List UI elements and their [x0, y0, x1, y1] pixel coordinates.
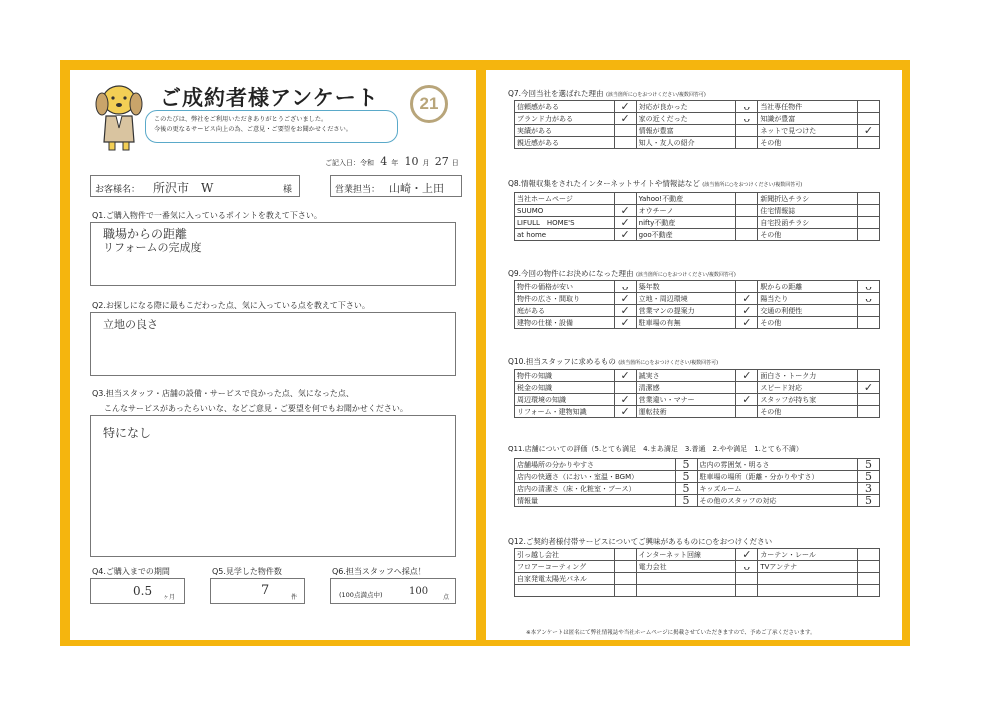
q8-mark-cell[interactable] — [736, 229, 758, 241]
q7-row — [515, 137, 880, 149]
q3-answer: 特になし — [103, 426, 152, 440]
entry-date — [325, 155, 459, 168]
q12-option-label: 電力会社 — [636, 561, 736, 573]
q6-answer-box[interactable] — [330, 578, 456, 604]
q11-row — [515, 495, 880, 507]
q7-option-label: 情報が豊富 — [636, 125, 736, 137]
q10-title-text: Q10.担当スタッフに求めるもの — [508, 357, 616, 366]
date-month-unit: 月 — [422, 159, 430, 167]
q4-value: 0.5 — [133, 584, 153, 598]
q7-mark-cell[interactable]: ᴗ — [736, 113, 758, 125]
q11-option-label: 店舗場所の分かりやすさ — [515, 459, 676, 471]
q8-mark-cell[interactable] — [736, 217, 758, 229]
q7-option-label: 家の近くだった — [636, 113, 736, 125]
q10-mark-cell[interactable]: ✓ — [614, 370, 636, 382]
q12-option-label — [515, 585, 615, 597]
q7-mark-cell[interactable] — [614, 137, 636, 149]
q10-row — [515, 394, 880, 406]
greeting-line-1: このたびは、弊社をご利用いただきありがとうございました。 — [154, 116, 328, 123]
q8-mark-cell[interactable] — [858, 193, 880, 205]
q11-mark-cell[interactable]: 5 — [675, 459, 697, 471]
q10-title — [508, 356, 718, 367]
q12-mark-cell[interactable] — [614, 561, 636, 573]
q8-mark-cell[interactable] — [736, 205, 758, 217]
q10-mark-cell[interactable] — [736, 406, 758, 418]
q12-option-label — [636, 573, 736, 585]
q7-option-label: その他 — [758, 137, 858, 149]
q11-option-label: 店内の快適さ（におい・室温・BGM） — [515, 471, 676, 483]
q10-row — [515, 382, 880, 394]
q9-option-label: 庭がある — [515, 305, 615, 317]
q11-mark-cell[interactable]: 3 — [858, 483, 880, 495]
q11-option-label: 駐車場の場所（距離・分かりやすさ） — [697, 471, 858, 483]
q8-option-label: LIFULL HOME'S — [515, 217, 615, 229]
q10-mark-cell[interactable] — [858, 370, 880, 382]
q7-option-label: 当社専任物件 — [758, 101, 858, 113]
q10-option-label: 物件の知識 — [515, 370, 615, 382]
survey-title: ご成約者様アンケート — [160, 87, 379, 110]
q11-option-label: 店内の清潔さ（床・化粧室・ブース） — [515, 483, 676, 495]
q9-mark-cell[interactable] — [736, 281, 758, 293]
q5-unit: 件 — [291, 594, 298, 601]
q3-question-line-2: こんなサービスがあったらいいな、などご意見・ご要望を何でもお聞かせください。 — [104, 404, 408, 413]
q11-title: Q11.店舗についての評価（5.とても満足 4.まあ満足 3.普通 2.やや満足 1.とても不満） — [508, 445, 803, 453]
q12-mark-cell[interactable] — [614, 549, 636, 561]
q10-mark-cell[interactable]: ✓ — [614, 394, 636, 406]
q9-mark-cell[interactable] — [858, 317, 880, 329]
q7-mark-cell[interactable] — [858, 137, 880, 149]
q10-row — [515, 406, 880, 418]
q10-mark-cell[interactable]: ✓ — [614, 406, 636, 418]
q8-option-label: Yahoo!不動産 — [636, 193, 736, 205]
q10-note: (該当箇所に○をおつけください/複数回答可) — [618, 360, 719, 366]
q11-mark-cell[interactable]: 5 — [675, 471, 697, 483]
q11-row — [515, 483, 880, 495]
q12-mark-cell[interactable]: ᴗ — [736, 561, 758, 573]
q9-row — [515, 317, 880, 329]
q12-row — [515, 561, 880, 573]
q9-mark-cell[interactable]: ✓ — [614, 293, 636, 305]
q7-option-label: 対応が良かった — [636, 101, 736, 113]
q12-mark-cell[interactable] — [858, 549, 880, 561]
q9-option-label: 築年数 — [636, 281, 736, 293]
right-panel — [486, 70, 902, 640]
q7-mark-cell[interactable]: ✓ — [858, 125, 880, 137]
q9-option-label: 物件の価格が安い — [515, 281, 615, 293]
q11-mark-cell[interactable]: 5 — [675, 495, 697, 507]
q10-option-label: スピード対応 — [758, 382, 858, 394]
q9-title — [508, 268, 736, 279]
q11-row — [515, 459, 880, 471]
q2-answer: 立地の良さ — [103, 318, 158, 331]
q10-option-label: 税金の知識 — [515, 382, 615, 394]
q7-option-label: 信頼感がある — [515, 101, 615, 113]
q12-option-label: TVアンテナ — [758, 561, 858, 573]
q7-title-text: Q7.今回当社を選ばれた理由 — [508, 89, 604, 98]
q8-row — [515, 205, 880, 217]
q5-question: Q5.見学した物件数 — [212, 567, 282, 576]
q11-table — [514, 458, 880, 507]
q7-title — [508, 88, 706, 99]
q8-table — [514, 192, 880, 241]
q8-option-label: nifty不動産 — [636, 217, 736, 229]
q12-option-label: カーテン・レール — [758, 549, 858, 561]
q11-mark-cell[interactable]: 5 — [858, 471, 880, 483]
date-year-unit: 年 — [391, 159, 399, 167]
q8-option-label: オウチーノ — [636, 205, 736, 217]
q9-option-label: 駐車場の有無 — [636, 317, 736, 329]
q3-answer-box[interactable] — [90, 415, 456, 557]
q5-value: 7 — [261, 583, 270, 598]
q9-table — [514, 280, 880, 329]
q8-option-label: 新聞折込チラシ — [758, 193, 858, 205]
q7-option-label: 知識が豊富 — [758, 113, 858, 125]
q9-option-label: 陽当たり — [758, 293, 858, 305]
q1-answer-line-2: リフォームの完成度 — [103, 241, 202, 254]
q7-mark-cell[interactable]: ✓ — [614, 113, 636, 125]
q8-mark-cell[interactable] — [736, 193, 758, 205]
q7-option-label: 知人・友人の紹介 — [636, 137, 736, 149]
q9-option-label: 営業マンの提案力 — [636, 305, 736, 317]
q12-mark-cell[interactable]: ✓ — [736, 549, 758, 561]
q11-mark-cell[interactable]: 5 — [858, 495, 880, 507]
q8-option-label: goo不動産 — [636, 229, 736, 241]
q12-table — [514, 548, 880, 597]
q12-mark-cell[interactable] — [736, 573, 758, 585]
q9-title-text: Q9.今回の物件にお決めになった理由 — [508, 269, 634, 278]
q7-mark-cell[interactable] — [736, 125, 758, 137]
q7-row — [515, 113, 880, 125]
q11-option-label: 店内の雰囲気・明るさ — [697, 459, 858, 471]
q4-answer-box[interactable] — [90, 578, 185, 604]
q7-row — [515, 101, 880, 113]
q8-mark-cell[interactable] — [858, 217, 880, 229]
q9-option-label: 建物の仕様・設備 — [515, 317, 615, 329]
q9-mark-cell[interactable]: ✓ — [736, 293, 758, 305]
sales-staff-box[interactable] — [330, 175, 462, 197]
date-day: 27 — [434, 155, 449, 168]
q3-question-line-1: Q3.担当スタッフ・店舗の設備・サービスで良かった点、気になった点、 — [92, 389, 354, 398]
q9-option-label: その他 — [758, 317, 858, 329]
q7-option-label: ネットで見つけた — [758, 125, 858, 137]
q12-option-label: インターネット回線 — [636, 549, 736, 561]
q6-question: Q6.担当スタッフへ採点！ — [332, 567, 426, 576]
left-panel — [70, 70, 476, 640]
q12-row — [515, 549, 880, 561]
customer-label: お客様名： — [95, 185, 141, 195]
q10-option-label: 誠実さ — [636, 370, 736, 382]
q12-mark-cell[interactable] — [858, 585, 880, 597]
q6-value: 100 — [409, 586, 429, 597]
date-month: 10 — [404, 155, 419, 168]
q1-answer-line-1: 職場からの距離 — [103, 227, 188, 241]
q10-option-label: リフォーム・建物知識 — [515, 406, 615, 418]
q10-mark-cell[interactable] — [614, 382, 636, 394]
q9-row — [515, 293, 880, 305]
q4-question: Q4.ご購入までの期間 — [92, 567, 170, 576]
q10-mark-cell[interactable] — [858, 406, 880, 418]
q9-mark-cell[interactable]: ᴗ — [858, 293, 880, 305]
q10-option-label: 面白さ・トーク力 — [758, 370, 858, 382]
q8-row — [515, 193, 880, 205]
q7-mark-cell[interactable]: ᴗ — [736, 101, 758, 113]
q12-option-label — [758, 573, 858, 585]
q11-mark-cell[interactable]: 5 — [675, 483, 697, 495]
q7-mark-cell[interactable] — [858, 113, 880, 125]
q10-option-label: その他 — [758, 406, 858, 418]
q10-option-label: 運転技術 — [636, 406, 736, 418]
q10-option-label: 清潔感 — [636, 382, 736, 394]
q7-table — [514, 100, 880, 149]
greeting-line-2: 今後の更なるサービス向上の為、ご意見・ご要望をお聞かせください。 — [154, 126, 352, 133]
q11-option-label: その他のスタッフの対応 — [697, 495, 858, 507]
q7-mark-cell[interactable] — [736, 137, 758, 149]
q7-mark-cell[interactable]: ✓ — [614, 101, 636, 113]
q8-option-label: at home — [515, 229, 615, 241]
q10-mark-cell[interactable]: ✓ — [858, 382, 880, 394]
q9-mark-cell[interactable] — [858, 305, 880, 317]
q12-mark-cell[interactable] — [736, 585, 758, 597]
staff-name: 山崎・上田 — [389, 182, 444, 195]
q2-question: Q2.お探しになる際に最もこだわった点、気に入っている点を教えて下さい。 — [92, 301, 370, 310]
q8-title-text: Q8.情報収集をされたインターネットサイトや情報誌など — [508, 179, 700, 188]
q9-mark-cell[interactable]: ᴗ — [858, 281, 880, 293]
q8-option-label: その他 — [758, 229, 858, 241]
q10-mark-cell[interactable] — [858, 394, 880, 406]
q9-option-label: 立地・周辺環境 — [636, 293, 736, 305]
q4-unit: ヶ月 — [163, 594, 176, 601]
q10-option-label: 営業違い・マナー — [636, 394, 736, 406]
footer-note: ※本アンケートは匿名にて弊社情報誌や当社ホームページに掲載させていただきますので、予めご了承くださいます。 — [526, 630, 816, 636]
q7-row — [515, 125, 880, 137]
q9-mark-cell[interactable]: ᴗ — [614, 281, 636, 293]
q6-prefix: (100点満点中) — [339, 591, 383, 599]
q12-option-label — [636, 585, 736, 597]
q2-answer-box[interactable] — [90, 312, 456, 376]
q8-mark-cell[interactable] — [858, 229, 880, 241]
q10-mark-cell[interactable]: ✓ — [736, 370, 758, 382]
q8-option-label: SUUMO — [515, 205, 615, 217]
q7-option-label: 実績がある — [515, 125, 615, 137]
dog-mascot-icon — [88, 78, 150, 153]
q9-option-label: 駅からの距離 — [758, 281, 858, 293]
q9-mark-cell[interactable]: ✓ — [614, 317, 636, 329]
q9-option-label: 交通の利便性 — [758, 305, 858, 317]
q9-option-label: 物件の広さ・間取り — [515, 293, 615, 305]
q12-row — [515, 585, 880, 597]
q10-table — [514, 369, 880, 418]
q11-mark-cell[interactable]: 5 — [858, 459, 880, 471]
q12-option-label: 引っ越し会社 — [515, 549, 615, 561]
q10-mark-cell[interactable] — [736, 382, 758, 394]
q11-option-label: 情報量 — [515, 495, 676, 507]
q7-option-label: ブランド力がある — [515, 113, 615, 125]
q8-note: (該当箇所に○をおつけください/複数回答可) — [702, 182, 803, 188]
q8-row — [515, 217, 880, 229]
q10-row — [515, 370, 880, 382]
q8-mark-cell[interactable]: ✓ — [614, 217, 636, 229]
q7-note: (該当箇所に○をおつけください/複数回答可) — [605, 92, 706, 98]
q6-unit: 点 — [443, 594, 450, 601]
q8-mark-cell[interactable]: ✓ — [614, 205, 636, 217]
century21-logo-icon: 21 — [410, 85, 448, 123]
q9-row — [515, 281, 880, 293]
q12-mark-cell[interactable] — [614, 573, 636, 585]
q1-question: Q1.ご購入物件で一番気に入っているポイントを教えて下さい。 — [92, 211, 322, 220]
q12-option-label: フロアーコーティング — [515, 561, 615, 573]
q8-mark-cell[interactable] — [858, 205, 880, 217]
q10-option-label: スタッフが持ち家 — [758, 394, 858, 406]
q7-mark-cell[interactable] — [614, 125, 636, 137]
customer-name-box[interactable] — [90, 175, 300, 197]
q12-title: Q12.ご契約者様付帯サービスについてご興味があるものに○をおつけください — [508, 537, 773, 546]
q9-mark-cell[interactable]: ✓ — [736, 305, 758, 317]
q8-mark-cell[interactable]: ✓ — [614, 229, 636, 241]
q12-row — [515, 573, 880, 585]
q11-row — [515, 471, 880, 483]
q1-answer-box[interactable] — [90, 222, 456, 286]
q8-mark-cell[interactable] — [614, 193, 636, 205]
q8-title — [508, 178, 802, 189]
date-label: ご記入日：令和 — [325, 159, 374, 167]
date-year: 4 — [380, 155, 388, 168]
q12-option-label: 自家発電太陽光パネル — [515, 573, 615, 585]
customer-name: 所沢市 W — [153, 181, 214, 195]
q9-row — [515, 305, 880, 317]
q12-option-label — [758, 585, 858, 597]
date-day-unit: 日 — [451, 159, 459, 167]
q10-option-label: 周辺環境の知識 — [515, 394, 615, 406]
customer-suffix: 様 — [283, 185, 293, 195]
q10-mark-cell[interactable]: ✓ — [736, 394, 758, 406]
q12-mark-cell[interactable] — [858, 561, 880, 573]
q9-mark-cell[interactable]: ✓ — [614, 305, 636, 317]
q9-note: (該当箇所に○をおつけください/複数回答可) — [635, 272, 736, 278]
q5-answer-box[interactable] — [210, 578, 305, 604]
q8-option-label: 当社ホームページ — [515, 193, 615, 205]
staff-label: 営業担当： — [335, 185, 381, 195]
q8-option-label: 住宅情報誌 — [758, 205, 858, 217]
q12-mark-cell[interactable] — [614, 585, 636, 597]
q7-option-label: 親近感がある — [515, 137, 615, 149]
q12-mark-cell[interactable] — [858, 573, 880, 585]
q7-mark-cell[interactable] — [858, 101, 880, 113]
greeting-bubble — [145, 110, 398, 143]
q9-mark-cell[interactable]: ✓ — [736, 317, 758, 329]
q11-option-label: キッズルーム — [697, 483, 858, 495]
q8-option-label: 自宅投函チラシ — [758, 217, 858, 229]
q8-row — [515, 229, 880, 241]
